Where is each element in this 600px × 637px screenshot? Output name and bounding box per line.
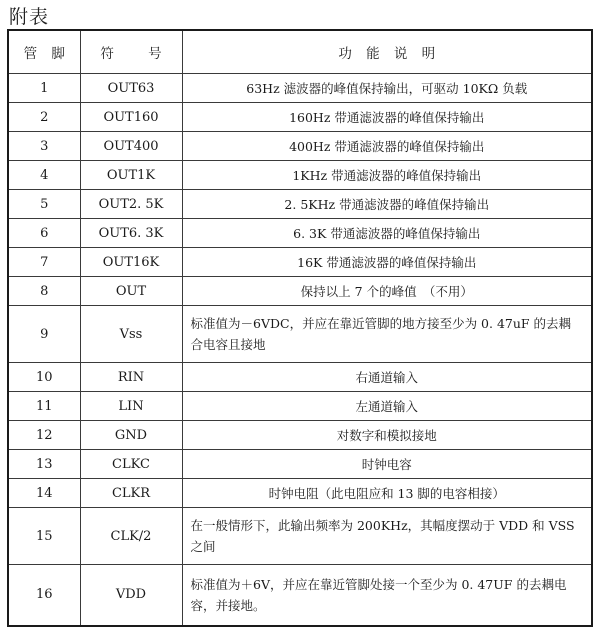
table-row [8,479,592,508]
pin-number: 12 [8,421,80,450]
table-row [8,248,592,277]
pin-function-table [7,29,593,627]
table-row [8,132,592,161]
table-row [8,103,592,132]
appendix-title: 附表 [9,6,50,28]
pin-symbol: OUT160 [80,103,182,132]
pin-symbol: CLK/2 [80,508,182,565]
pin-description: 时钟电阻（此电阻应和 13 脚的电容相接） [182,479,592,508]
pin-description: 2. 5KHz 带通滤波器的峰值保持输出 [182,190,592,219]
pin-description: 标准值为＋6V，并应在靠近管脚处接一个至少为 0. 47UF 的去耦电容，并接地。 [182,565,592,626]
pin-symbol: OUT16K [80,248,182,277]
pin-symbol: RIN [80,363,182,392]
table-row [8,565,592,626]
table-row [8,74,592,103]
pin-description: 左通道输入 [182,392,592,421]
pin-number: 7 [8,248,80,277]
pin-number: 2 [8,103,80,132]
pin-description: 右通道输入 [182,363,592,392]
pin-number: 3 [8,132,80,161]
pin-number: 13 [8,450,80,479]
pin-description: 标准值为－6VDC，并应在靠近管脚的地方接至少为 0. 47uF 的去耦合电容且接地 [182,306,592,363]
header-pin: 管 脚 [8,30,80,74]
pin-number: 16 [8,565,80,626]
pin-description: 400Hz 带通滤波器的峰值保持输出 [182,132,592,161]
pin-symbol: CLKR [80,479,182,508]
pin-symbol: VDD [80,565,182,626]
pin-description: 对数字和模拟接地 [182,421,592,450]
pin-symbol: OUT63 [80,74,182,103]
pin-symbol: OUT2. 5K [80,190,182,219]
pin-description: 63Hz 滤波器的峰值保持输出，可驱动 10KΩ 负载 [182,74,592,103]
pin-symbol: OUT [80,277,182,306]
table-row [8,219,592,248]
pin-symbol: GND [80,421,182,450]
pin-description: 在一般情形下，此输出频率为 200KHz，其幅度摆动于 VDD 和 VSS 之间 [182,508,592,565]
pin-number: 11 [8,392,80,421]
pin-number: 14 [8,479,80,508]
pin-number: 5 [8,190,80,219]
pin-symbol: LIN [80,392,182,421]
table-row [8,421,592,450]
pin-number: 9 [8,306,80,363]
pin-description: 16K 带通滤波器的峰值保持输出 [182,248,592,277]
table-row [8,277,592,306]
pin-symbol: Vss [80,306,182,363]
pin-symbol: CLKC [80,450,182,479]
pin-description: 时钟电容 [182,450,592,479]
table-row [8,363,592,392]
pin-number: 4 [8,161,80,190]
pin-number: 15 [8,508,80,565]
table-row [8,508,592,565]
table-header-row [8,30,592,74]
pin-description: 1KHz 带通滤波器的峰值保持输出 [182,161,592,190]
header-function: 功 能 说 明 [182,30,592,74]
header-symbol: 符 号 [80,30,182,74]
pin-number: 8 [8,277,80,306]
table-row [8,392,592,421]
table-row [8,306,592,363]
table-row [8,450,592,479]
table-row [8,161,592,190]
pin-description: 6. 3K 带通滤波器的峰值保持输出 [182,219,592,248]
pin-number: 10 [8,363,80,392]
pin-symbol: OUT400 [80,132,182,161]
pin-description: 160Hz 带通滤波器的峰值保持输出 [182,103,592,132]
pin-number: 6 [8,219,80,248]
table-row [8,190,592,219]
pin-symbol: OUT1K [80,161,182,190]
pin-number: 1 [8,74,80,103]
pin-symbol: OUT6. 3K [80,219,182,248]
pin-description: 保持以上 7 个的峰值 （不用） [182,277,592,306]
